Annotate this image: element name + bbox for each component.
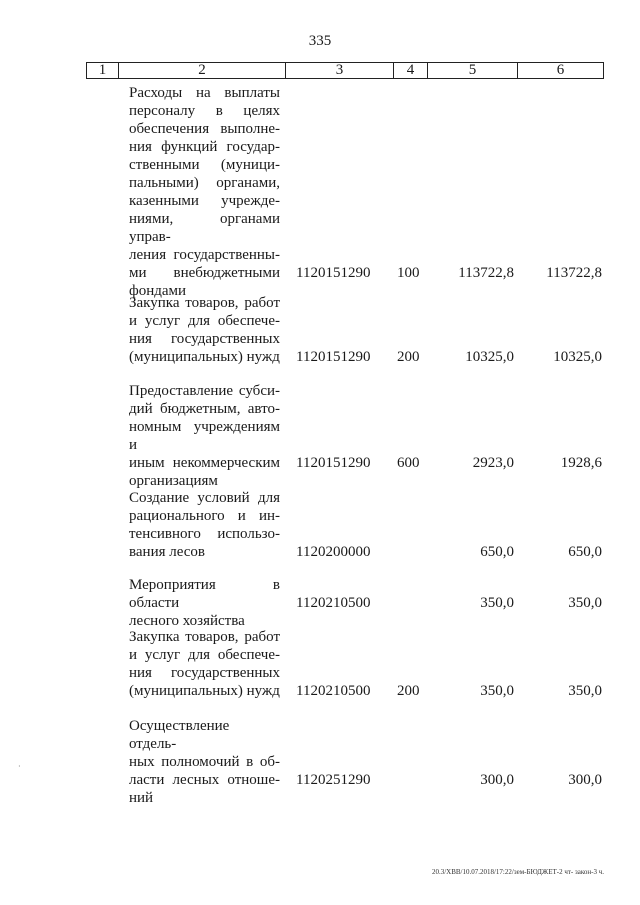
page-number: 335	[308, 33, 332, 49]
row-name-line: ния государственных	[129, 665, 280, 681]
row-name-line: лесного хозяйства	[129, 613, 245, 629]
row-amount-approved: 1928,6	[560, 455, 602, 471]
row-name-line: и услуг для обеспече-	[129, 647, 280, 663]
row-name-line: номным учреждениям и	[129, 419, 280, 453]
row-code: 1120210500	[296, 683, 371, 699]
header-col-6: 6	[556, 62, 565, 78]
row-name-line: пальными) органами,	[129, 175, 280, 191]
row-amount-approved: 650,0	[568, 544, 602, 560]
row-name-line: ных полномочий в об-	[129, 754, 280, 770]
header-col-5: 5	[428, 63, 518, 78]
row-name-line: Расходы на выплаты	[129, 85, 280, 101]
row-name	[129, 628, 280, 700]
row-amount-approved: 350,0	[568, 595, 602, 611]
row-name	[129, 576, 280, 630]
row-name-line: рационального и ин-	[129, 508, 280, 524]
header-col-4: 4	[394, 63, 428, 78]
row-amount-approved: 10325,0	[553, 349, 602, 365]
row-name-line: (муниципальных) нужд	[129, 349, 280, 365]
row-code: 1120251290	[296, 772, 371, 788]
row-name-line: ниями, органами управ-	[129, 211, 280, 245]
row-code: 1120151290	[296, 265, 371, 281]
row-name	[129, 489, 280, 561]
table-header	[86, 62, 604, 79]
row-amount-approved: 113722,8	[546, 265, 602, 281]
row-code: 1120210500	[296, 595, 371, 611]
row-name-line: организациям	[129, 473, 218, 489]
header-col-2: 2	[119, 63, 286, 78]
row-name	[129, 294, 280, 366]
row-name	[129, 717, 280, 807]
row-vr: 200	[397, 683, 420, 699]
row-name-line: Мероприятия в области	[129, 577, 280, 611]
row-code: 1120151290	[296, 455, 371, 471]
row-vr: 100	[397, 265, 420, 281]
row-amount-plan: 113722,8	[458, 265, 514, 281]
header-col-3: 3	[286, 63, 394, 78]
row-name-line: ний	[129, 790, 154, 806]
row-amount-plan: 300,0	[480, 772, 514, 788]
row-amount-plan: 10325,0	[465, 349, 514, 365]
row-name	[129, 382, 280, 490]
row-name-line: вания лесов	[129, 544, 206, 560]
row-name-line: Закупка товаров, работ	[129, 295, 280, 311]
row-amount-plan: 350,0	[480, 683, 514, 699]
row-vr: 200	[397, 349, 420, 365]
row-name-line: фондами	[129, 283, 187, 299]
row-vr: 600	[397, 455, 420, 471]
row-name-line: и услуг для обеспече-	[129, 313, 280, 329]
row-name-line: ми внебюджетными	[129, 265, 280, 281]
row-amount-plan: 650,0	[480, 544, 514, 560]
row-name-line: обеспечения выполне-	[129, 121, 280, 137]
row-name-line: Предоставление субси-	[129, 383, 280, 399]
row-name-line: ния государственных	[129, 331, 280, 347]
row-name-line: иным некоммерческим	[129, 455, 280, 471]
row-name-line: тенсивного использо-	[129, 526, 280, 542]
row-name-line: дий бюджетным, авто-	[129, 401, 280, 417]
row-name-line: Осуществление отдель-	[129, 718, 230, 752]
footer-stamp: 20.3/ХВВ/10.07.2018/17:22/зем-БЮДЖЕТ-2 чт- закон-3 ч.	[431, 868, 604, 876]
row-name-line: ственными (муници-	[129, 157, 280, 173]
row-name-line: ления государственны-	[129, 247, 280, 263]
row-amount-plan: 2923,0	[472, 455, 514, 471]
row-name-line: Закупка товаров, работ	[129, 629, 280, 645]
row-amount-approved: 350,0	[568, 683, 602, 699]
row-name-line: Создание условий для	[129, 490, 280, 506]
row-name-line: (муниципальных) нужд	[129, 683, 280, 699]
row-amount-approved: 300,0	[568, 772, 602, 788]
row-name-line: ния функций государ-	[129, 139, 280, 155]
margin-mark: ·	[18, 762, 21, 771]
row-name-line: ласти лесных отноше-	[129, 772, 280, 788]
row-code: 1120200000	[296, 544, 371, 560]
row-name-line: персоналу в целях	[129, 103, 280, 119]
row-amount-plan: 350,0	[480, 595, 514, 611]
row-name	[129, 84, 280, 300]
row-name-line: казенными учрежде-	[129, 193, 280, 209]
row-code: 1120151290	[296, 349, 371, 365]
header-col-1: 1	[87, 63, 119, 78]
